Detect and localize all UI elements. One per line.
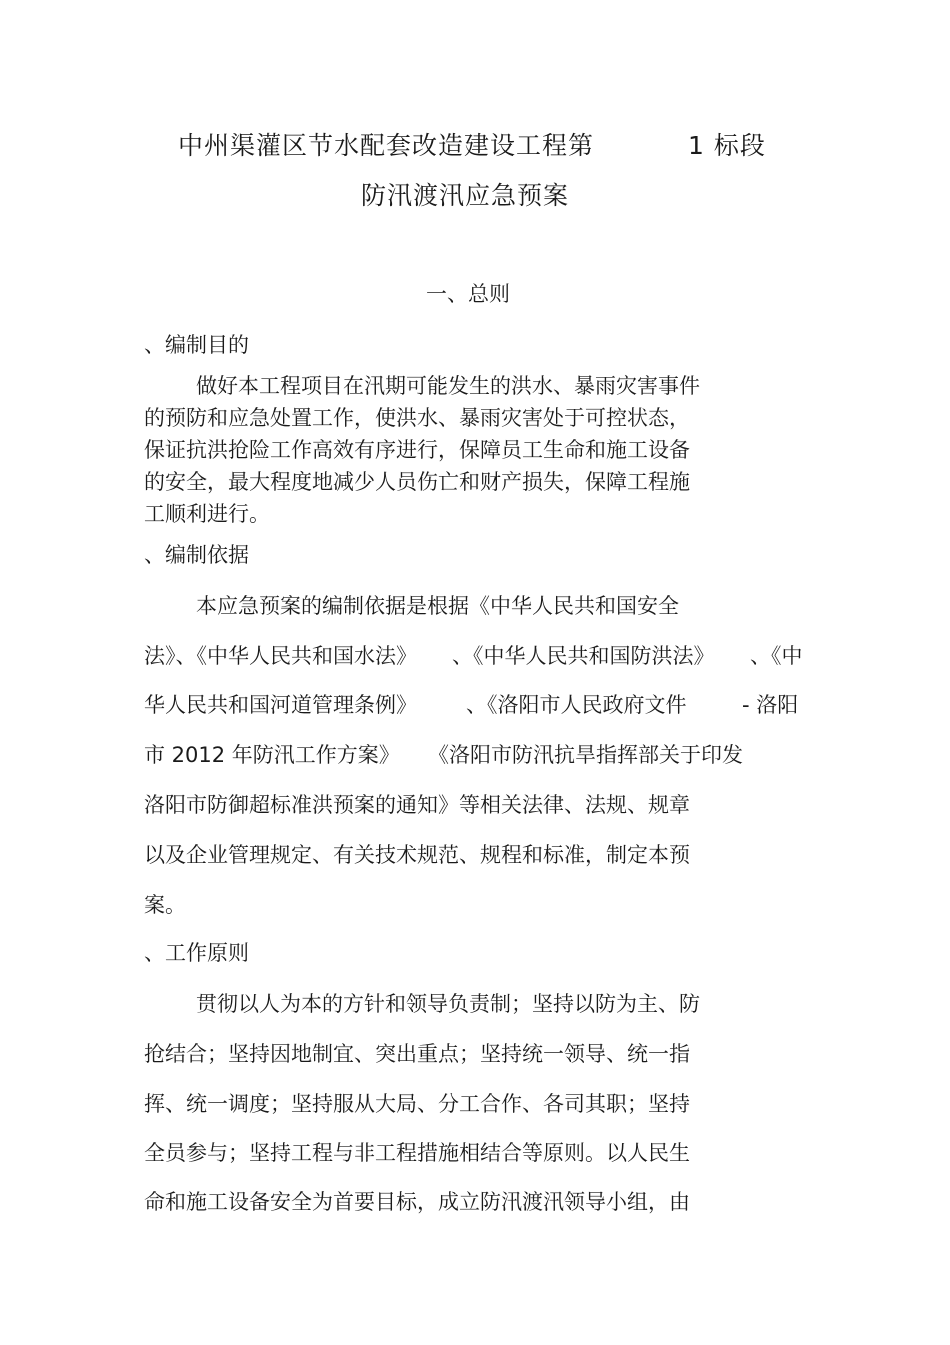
paragraph-line: 的安全，最大程度地减少人员伤亡和财产损失，保障工程施 <box>144 470 690 494</box>
paragraph-segment: 法》、《中华人民共和国水法》 <box>144 644 417 668</box>
document-title-section-number: 1 标段 <box>688 131 766 160</box>
paragraph-segment: 华人民共和国河道管理条例》 <box>144 693 417 717</box>
paragraph-line: 洛阳市防御超标准洪预案的通知》等相关法律、法规、规章 <box>144 793 690 817</box>
paragraph-line: 工顺利进行。 <box>144 502 270 526</box>
paragraph-line: 做好本工程项目在汛期可能发生的洪水、暴雨灾害事件 <box>196 374 700 398</box>
paragraph-segment: - 洛阳 <box>742 693 799 717</box>
document-title-line1: 中州渠灌区节水配套改造建设工程第 <box>178 131 595 160</box>
paragraph-line: 以及企业管理规定、有关技术规范、规程和标准，制定本预 <box>144 843 690 867</box>
section-heading-purpose: 、编制目的 <box>144 333 249 357</box>
paragraph-line: 命和施工设备安全为首要目标，成立防汛渡汛领导小组，由 <box>144 1190 690 1214</box>
paragraph-segment: 、《洛阳市人民政府文件 <box>466 693 687 717</box>
paragraph-segment: 、《中华人民共和国防洪法》 <box>452 644 715 668</box>
paragraph-line: 本应急预案的编制依据是根据《中华人民共和国安全 <box>196 594 679 618</box>
section-heading-principles: 、工作原则 <box>144 941 249 965</box>
paragraph-line: 保证抗洪抢险工作高效有序进行，保障员工生命和施工设备 <box>144 438 690 462</box>
paragraph-line: 全员参与；坚持工程与非工程措施相结合等原则。以人民生 <box>144 1141 690 1165</box>
paragraph-line: 抢结合；坚持因地制宜、突出重点；坚持统一领导、统一指 <box>144 1042 690 1066</box>
section-heading-basis: 、编制依据 <box>144 543 249 567</box>
paragraph-segment: 、《中 <box>750 644 803 668</box>
paragraph-segment: 市 2012 年防汛工作方案》 <box>144 743 400 767</box>
document-title-line2: 防汛渡汛应急预案 <box>361 181 570 210</box>
paragraph-line: 贯彻以人为本的方针和领导负责制；坚持以防为主、防 <box>196 992 700 1016</box>
paragraph-line: 案。 <box>144 893 186 917</box>
paragraph-line: 的预防和应急处置工作，使洪水、暴雨灾害处于可控状态， <box>144 406 690 430</box>
paragraph-segment: 《洛阳市防汛抗旱指挥部关于印发 <box>428 743 743 767</box>
chapter-heading: 一、总则 <box>426 282 510 306</box>
paragraph-line: 挥、统一调度；坚持服从大局、分工合作、各司其职；坚持 <box>144 1092 690 1116</box>
